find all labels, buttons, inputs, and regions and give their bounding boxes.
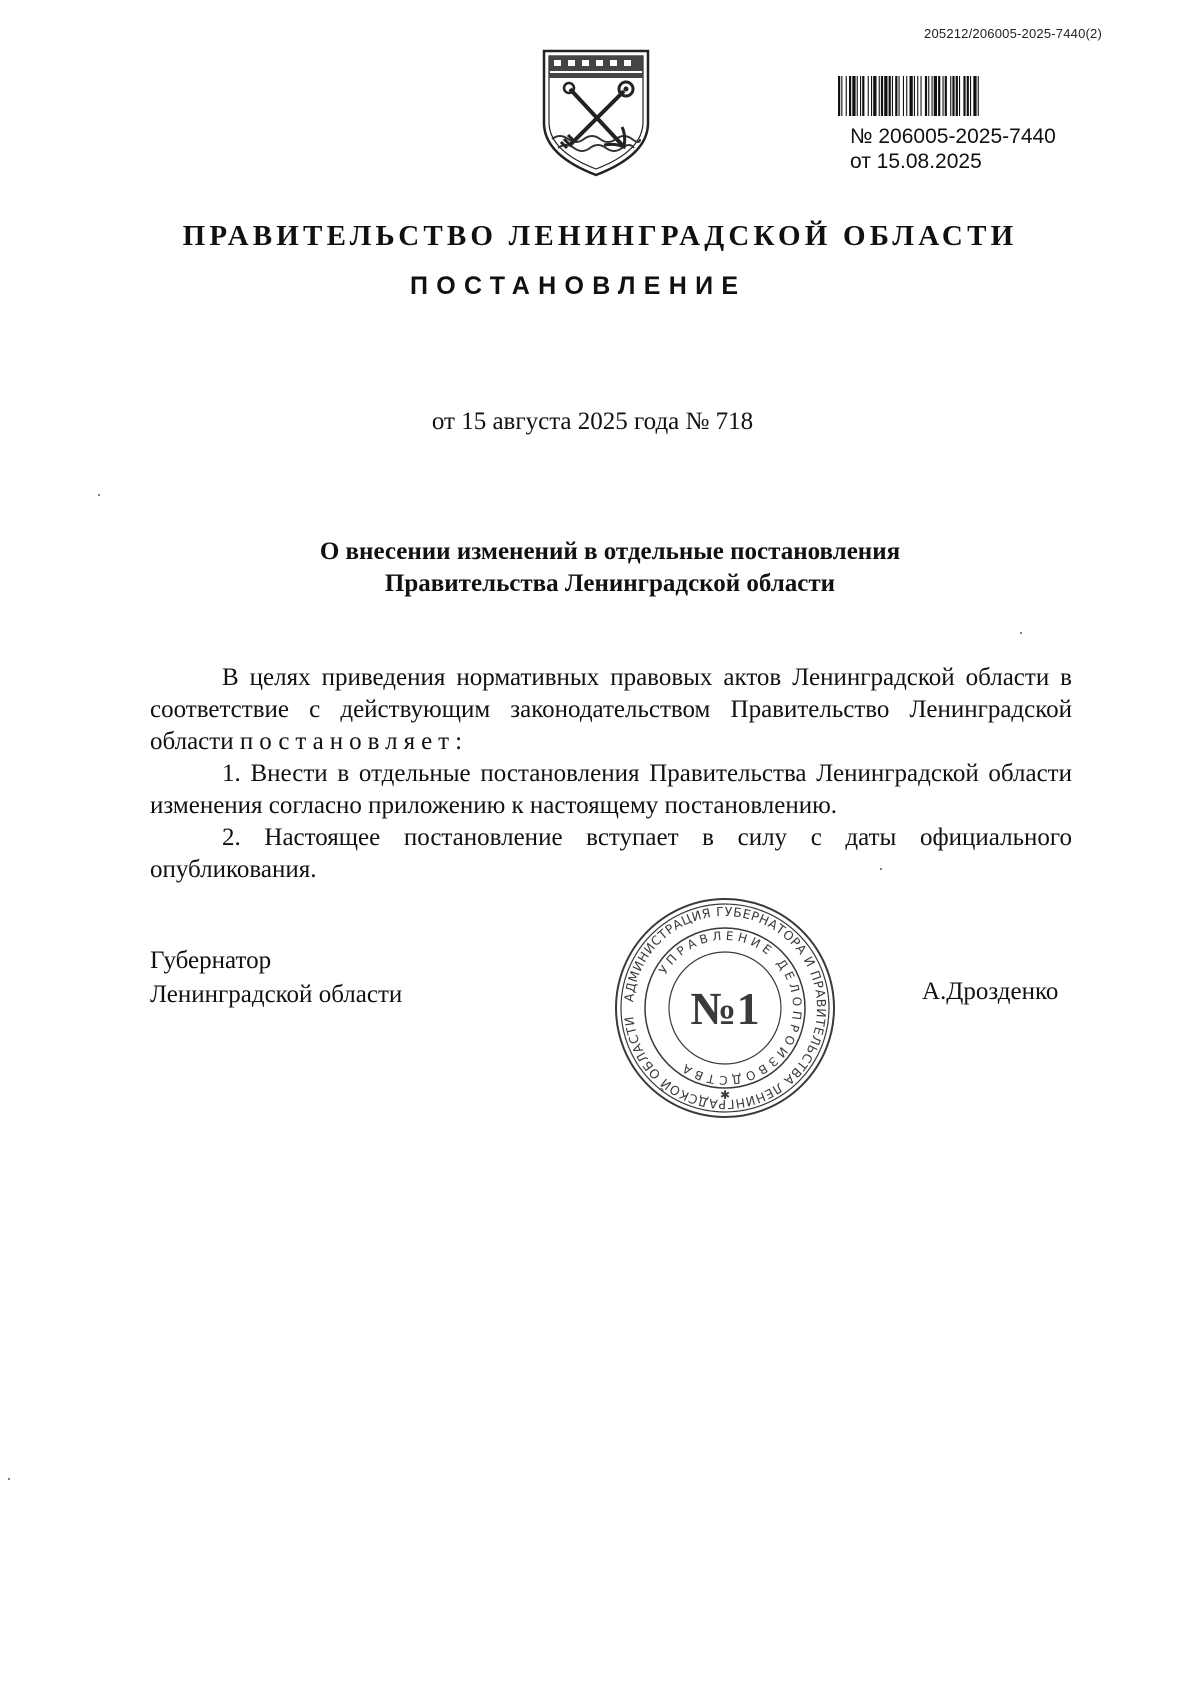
item-1: 1. Внести в отдельные постановления Правительства Ленинградской области изменения согласно приложению к настоящему постановлению. — [150, 760, 1072, 819]
scan-speck — [8, 1478, 10, 1480]
signer-position-line-1: Губернатор — [150, 947, 272, 974]
subject-line-2: Правительства Ленинградской области — [384, 570, 836, 597]
registration-date: от 15.08.2025 — [850, 150, 982, 173]
subject-line-1: О внесении изменений в отдельные постановления — [319, 538, 901, 565]
government-title: ПРАВИТЕЛЬСТВО ЛЕНИНГРАДСКОЙ ОБЛАСТИ — [182, 220, 1018, 252]
signer-position-line-2: Ленинградской области — [150, 981, 403, 1008]
document-reference: 205212/206005-2025-7440(2) — [924, 26, 1102, 41]
preamble-text: В целях приведения нормативных правовых актов Ленинградской области в соответствие с действующим законодательством Правительство Ленинградской области — [150, 664, 1072, 755]
scan-speck — [1020, 632, 1022, 634]
resolves-word: постановляет: — [239, 728, 469, 755]
document-type-title: ПОСТАНОВЛЕНИЕ — [410, 272, 747, 300]
decree-subject — [0, 536, 1200, 600]
official-seal-icon — [610, 893, 840, 1123]
scan-speck — [98, 494, 100, 496]
item-2: 2. Настоящее постановление вступает в силу с даты официального опубликования. — [150, 824, 1072, 883]
barcode-icon — [838, 76, 1106, 116]
stamp-center-text: №1 — [690, 983, 760, 1034]
coat-of-arms-icon — [540, 47, 652, 179]
registration-block — [850, 124, 1056, 174]
signer-name: А.Дрозденко — [922, 978, 1059, 1005]
decree-body — [150, 662, 1072, 886]
preamble-paragraph — [150, 662, 1072, 758]
scan-speck — [880, 868, 882, 870]
registration-number: № 206005-2025-7440 — [850, 125, 1056, 148]
decree-date-number: от 15 августа 2025 года № 718 — [431, 408, 754, 435]
stamp-inner-text: УПРАВЛЕНИЕ ДЕЛОПРОИЗВОДСТВА — [656, 928, 805, 1088]
stamp-outer-text: АДМИНИСТРАЦИЯ ГУБЕРНАТОРА И ПРАВИТЕЛЬСТВА ЛЕНИНГРАДСКОЙ ОБЛАСТИ — [621, 903, 830, 1113]
signer-position — [150, 944, 402, 1012]
svg-text:✱: ✱ — [719, 1088, 731, 1102]
